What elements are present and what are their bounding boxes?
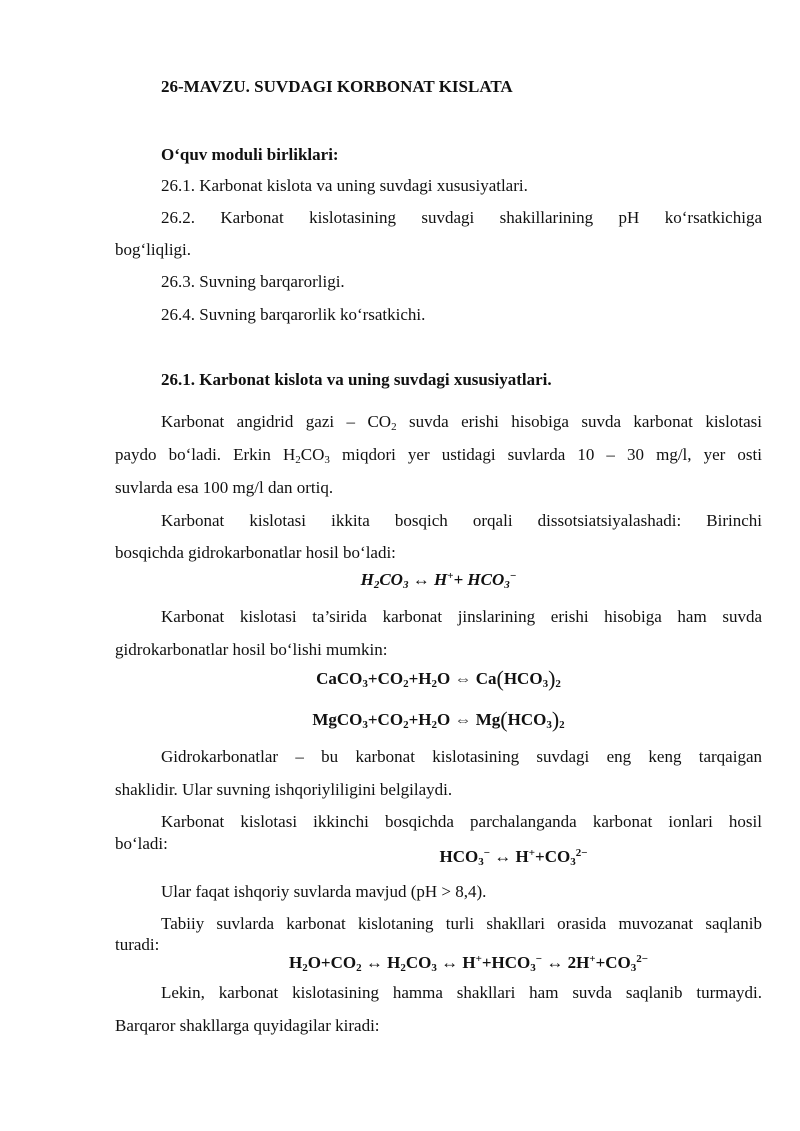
paragraph-5-line-2: bo‘ladi: <box>115 834 168 853</box>
paragraph-1-line-1: Karbonat angidrid gazi – $CO_2$ suvda erishi hisobiga suvda karbonat kislotasi <box>161 412 762 433</box>
paragraph-1-line-3: suvlarda esa 100 mg/l dan ortiq. <box>115 478 334 497</box>
paragraph-6: Ular faqat ishqoriy suvlarda mavjud (pH > 8,4). <box>161 882 487 901</box>
modules-heading: O‘quv moduli birliklari: <box>161 145 339 164</box>
module-item-3: 26.3. Suvning barqarorligi. <box>161 272 345 291</box>
paragraph-2-line-2: bosqichda gidrokarbonatlar hosil bo‘ladi: <box>115 543 396 562</box>
paragraph-4-line-2: shaklidir. Ular suvning ishqoriyliligini belgilaydi. <box>115 780 453 799</box>
module-item-1: 26.1. Karbonat kislota va uning suvdagi xususiyatlari. <box>161 176 528 195</box>
paragraph-4-line-1: Gidrokarbonatlar – bu karbonat kislotasining suvdagi eng keng tarqaigan <box>161 747 762 766</box>
module-item-2-cont: bog‘liqligi. <box>115 240 192 259</box>
equation-1: $H_2CO_3$ ↔ $H^++ HCO_3^-$ <box>360 570 517 591</box>
section-heading: 26.1. Karbonat kislota va uning suvdagi xususiyatlari. <box>161 370 552 389</box>
paragraph-5-line-1: Karbonat kislotasi ikkinchi bosqichda parchalanganda karbonat ionlari hosil <box>161 812 762 831</box>
paragraph-8-line-2: Barqaror shakllarga quyidagilar kiradi: <box>115 1016 380 1035</box>
paragraph-2-line-1: Karbonat kislotasi ikkita bosqich orqali dissotsiatsiyalashadi: Birinchi <box>161 511 762 530</box>
document-page <box>115 0 762 1131</box>
module-item-2: 26.2. Karbonat kislotasining suvdagi shakillarining pH ko‘rsatkichiga <box>161 208 762 227</box>
paragraph-7-line-1: Tabiiy suvlarda karbonat kislotaning turli shakllari orasida muvozanat saqlanib <box>161 914 762 933</box>
module-item-4: 26.4. Suvning barqarorlik ko‘rsatkichi. <box>161 305 426 324</box>
paragraph-8-line-1: Lekin, karbonat kislotasining hamma shakllari ham suvda saqlanib turmaydi. <box>161 983 762 1002</box>
page-title: 26-MAVZU. SUVDAGI KORBONAT KISLATA <box>161 77 513 96</box>
paragraph-3-line-2: gidrokarbonatlar hosil bo‘lishi mumkin: <box>115 640 388 659</box>
paragraph-7-line-2: turadi: <box>115 935 160 954</box>
paragraph-3-line-1: Karbonat kislotasi ta’sirida karbonat jinslarining erishi hisobiga ham suvda <box>161 607 762 626</box>
equation-4: $HCO_3^-$ ↔ $H^++CO_3^{2-}$ <box>439 847 588 868</box>
equation-2: $CaCO_3+CO_2+H_2O$ ⇔ $Ca(HCO_3)_2$ <box>316 666 561 691</box>
equation-3: $MgCO_3+CO_2+H_2O$ ⇔ $Mg(HCO_3)_2$ <box>312 707 565 732</box>
paragraph-1-line-2: paydo bo‘ladi. Erkin $H_2CO_3$ miqdori yer ustidagi suvlarda 10 – 30 mg/l, yer osti <box>115 445 762 466</box>
equation-5: $H_2O+CO_2$ ↔ $H_2CO_3$ ↔ $H^++HCO_3^-$ ↔ $2H^++CO_3^{2-}$ <box>288 953 649 974</box>
